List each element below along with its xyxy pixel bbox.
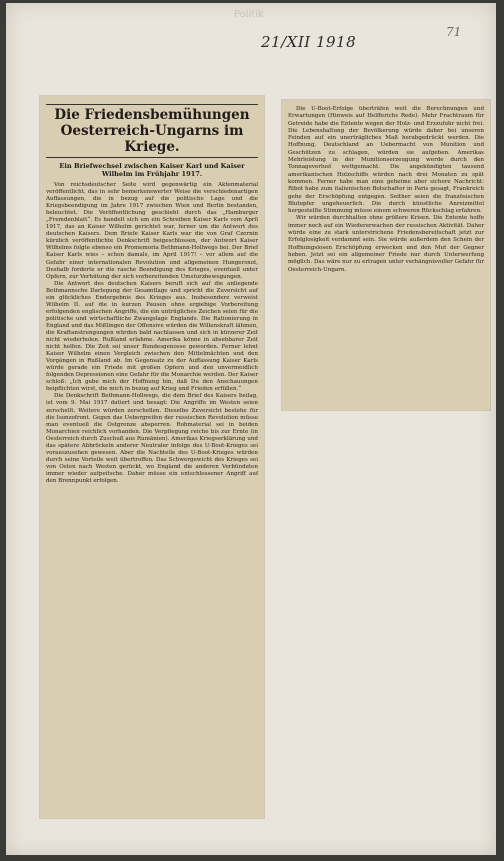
article-headline bbox=[46, 104, 258, 158]
faded-stamp: Politik bbox=[234, 9, 264, 20]
headline-line-2: Oesterreich-Ungarns im Kriege. bbox=[60, 123, 244, 155]
newspaper-clipping-main bbox=[40, 96, 264, 818]
folio-number: 71 bbox=[446, 25, 462, 39]
article-subhead: Ein Briefwechsel zwischen Kaiser Karl und Kaiser Wilhelm im Frühjahr 1917. bbox=[59, 162, 245, 178]
article-paragraph-1: Von reichsdeutscher Seite wird gegenwärtig ein Aktenmaterial veröffentlicht, das in sehr bemerkenswerter Weise die verschiedenartigen Auffassungen, die in bezug auf die politische Lage und die Kriegsbeendigung im Jahre 1917 zwischen Wien und Berlin bestanden, beleuchtet. Die Veröffentlichung geschieht durch das „Hamburger „Fremdenblatt“. Es handelt sich um ein Schreiben Kaiser Karls vom April 1917, das an Kaiser Wilhelm gerichtet war, ferner um die Antwort des deutschen Kaisers. Dem Briefe Kaiser Karls war die von Graf Czernin kürzlich veröffentlichte Denkschrift beigeschlossen, der Antwort Kaiser Wilhelms folgte ebenso ein Promemoria Bethmann-Hollwegs bei. Der Brief Kaiser Karls wies – schon damals, im April 1917! – vor allem auf die Gefahr einer internationalen Revolution und allgemeinen Hungersnot, Deshalb forderte er die rasche Beendigung des Krieges, eventuell unter Opfern, zur Verhütung der sich vorbereitenden Umsturzbewegungen. bbox=[46, 182, 258, 280]
article-paragraph-2: Die Antwort des deutschen Kaisers beruft sich auf die anliegende Bethmannsche Darlegung der Gesamtlage und spricht die Zuversicht auf ein glückliches Endergebnis des Krieges aus. Insbesondere verweist Wilhelm II. auf die in kurzen Pausen ohne ergiebige Vorbereitung erfolgenden englischen Angriffe, die ein untrügliches Zeichen seien für die politische und wirtschaftliche Zwangslage Englands. Die Rationierung in England und das Mißlingen der Offensive würden die Willenskraft lähmen, die Kraftanstrengungen würden bald nachlassen und sich in kürzerer Zeit nicht wiederholen. Rußland erlahme. Amerika könne in absehbarer Zeit nicht helfen. Die Zeit sei unser Bundesgenosse geworden. Ferner lehnt Kaiser Wilhelm einen Vergleich zwischen den Mittelmächten und den Vorgängen in Rußland ab. Im Gegensatz zu der Auffassung Kaiser Karls würde gerade ein Friede mit großen Opfern und den unvermeidlich folgenden Depressionen eine Gefahr für die Monarchie werden. Der Kaiser schloß: „Ich gebe mich der Hoffnung hin, daß Du den Anschauungen beipflichten wirst, die mich in bezug auf Krieg und Frieden erfüllen.“ bbox=[46, 280, 258, 393]
continuation-paragraph-2: Wir würden durchhalten ohne größere Krisen. Die Entente hoffe immer noch auf ein Wiedererwachen der russischen Aktivität. Daher würde eine zu stark unterstrichene Friedensbereitschaft jetzt zur Erfolglosigkeit verdammt sein. Sie würde außerdem den Schein der Hoffnungslosen Erschöpfung erwecken und den Mut der Gegner heben. Jetzt sei ein allgemeiner Friede nur durch Unterwerfung möglich. Das wäre nur zu ertragen unter verhängnisvoller Gefahr für Oesterreich-Ungarn. bbox=[288, 215, 484, 273]
article-paragraph-3: Die Denkschrift Bethmann-Hollwegs, die dem Brief des Kaisers beilag, ist vom 9. Mai 1917 datiert und besagt: Die Angriffe im Westen seien zerschellt. Weitere würden zerschellen. Dieselbe Zuversicht bestehe für die Isonzofront. Gegen das Uebergreifen der russischen Revolution müsse man eventuell die Ostgrenze absperren. Rohmaterial sei in beiden Monarchien reichlich vorhanden. Die Verpflegung reiche bis zur Ernte (in Oesterreich durch Zuschuß aus Rumänien). Amerikas Kriegserklärung und das spätere Abbröckeln anderer Neutraler infolge des U-Boot-Krieges sei vorauszusehen gewesen. Aber die Nachteile des U-Boot-Krieges würden durch seine Vorteile weit übertroffen. Das Schwergewicht des Krieges sei von Osten nach Westen gerückt, wo England die anderen Verbündeten immer wieder aufpeitsche. Daher müsse ein entschlossener Angriff auf den Brennpunkt erfolgen. bbox=[46, 393, 258, 484]
headline-line-1: Die Friedensbemühungen bbox=[54, 107, 250, 123]
newspaper-clipping-continuation bbox=[282, 100, 490, 410]
handwritten-date: 21/XII 1918 bbox=[261, 33, 357, 51]
continuation-paragraph-1: Die U-Boot-Erfolge überträfen weit die Berechnungen und Erwartungen (Hinweis auf Helfferichs Rede). Mehr Frachtraum für Getreide habe die Entente wegen der Holz- und Erzzufuhr nicht frei. Die Lebenshaltung der Bevölkerung würde daher bei unseren Feinden auf ein unerträgliches Maß herabgedrückt werden. Die Hoffnung, Deutschland an Uebermacht von Munition und Geschützen zu schlagen, würden sie aufgeben. Amerikas Mehrleistung in der Munitionserzeugung werde durch den Tonnageverlust wettgemacht. Die angekündigten tausend amerikanischen Holzschiffe würden nach drei Monaten zu spät kommen. Ferner habe man eine geheime aber sichere Nachricht: Ribot habe zum italienischen Botschafter in Paris gesagt, Frankreich gehe der Erschöpfung entgegen. Seither seien die französischen Blutopfer ungeheuerlich. Die durch künstliche Anreizmittel hergestellte Stimmung müsse einem schweren Rückschlag erfahren. bbox=[288, 106, 484, 215]
